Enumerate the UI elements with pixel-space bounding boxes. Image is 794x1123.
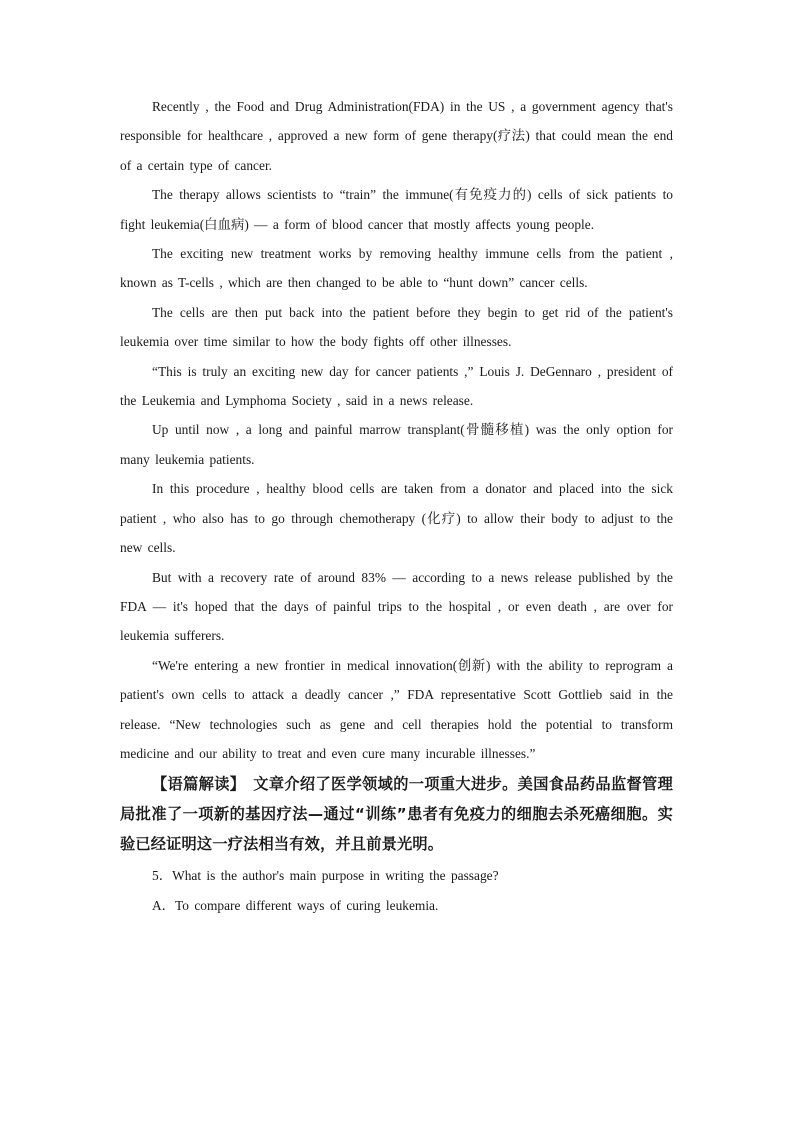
document-page — [120, 92, 673, 920]
option-a: A．To compare different ways of curing leukemia. — [152, 897, 439, 913]
analysis-label: 【语篇解读】 — [152, 775, 238, 794]
paragraph-8: But with a recovery rate of around 83% — according to a news release published by the FDA — it's hoped that the days of painful trips to the hospital , or even death , are over for leukemia sufferers. — [120, 569, 673, 644]
paragraph-9: “We're entering a new frontier in medical innovation(创新) with the ability to reprogram a patient's own cells to attack a deadly cancer ,” FDA representative Scott Gottlieb said in the release. “New technologies such as gene and cell therapies hold the potential to transform medicine and our ability to treat and even cure many incurable illnesses.” — [120, 657, 673, 761]
paragraph-3: The exciting new treatment works by removing healthy immune cells from the patient , known as T-cells , which are then changed to be able to “hunt down” cancer cells. — [120, 246, 673, 291]
paragraph-4: The cells are then put back into the patient before they begin to get rid of the patient's leukemia over time similar to how the body fights off other illnesses. — [120, 304, 673, 350]
discourse-analysis — [120, 769, 673, 859]
question-stem: 5．What is the author's main purpose in writing the passage? — [152, 868, 499, 884]
paragraph-2: The therapy allows scientists to “train” the immune(有免疫力的) cells of sick patients to fight leukemia(白血病) — a form of blood cancer that mostly affects young people. — [120, 187, 673, 232]
analysis-text: 文章介绍了医学领域的一项重大进步。美国食品药品监督管理局批准了一项新的基因疗法—通过“训练”患者有免疫力的细胞去杀死癌细胞。实验已经证明这一疗法相当有效，并且前景光明。 — [120, 775, 673, 854]
paragraph-1: Recently , the Food and Drug Administration(FDA) in the US , a government agency that's responsible for healthcare , approved a new form of gene therapy(疗法) that could mean the end of a certain type of cancer. — [120, 99, 673, 173]
paragraph-6: Up until now , a long and painful marrow transplant(骨髓移植) was the only option for many leukemia patients. — [120, 422, 673, 467]
paragraph-5: “This is truly an exciting new day for cancer patients ,” Louis J. DeGennaro , president of the Leukemia and Lymphoma Society , said in a news release. — [120, 363, 673, 409]
paragraph-7: In this procedure , healthy blood cells are taken from a donator and placed into the sick patient , who also has to go through chemotherapy (化疗) to allow their body to adjust to the new cells. — [120, 481, 673, 556]
